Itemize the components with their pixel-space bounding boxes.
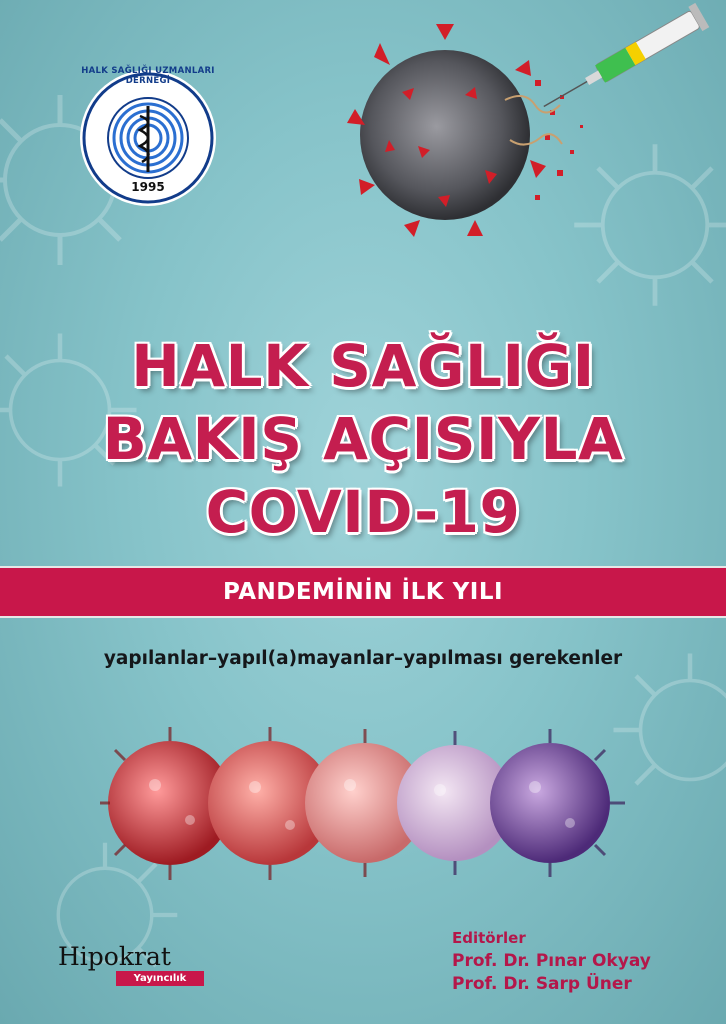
book-title-line-1: HALK SAĞLIĞI bbox=[131, 332, 595, 400]
logo-year: 1995 bbox=[131, 180, 165, 194]
book-title-line-2: BAKIŞ AÇISIYLA bbox=[102, 405, 624, 473]
editor-name: Prof. Dr. Pınar Okyay bbox=[452, 951, 651, 971]
title-band bbox=[0, 566, 726, 618]
virus-row-illustration-icon bbox=[100, 715, 640, 890]
book-title-line-3: COVID-19 bbox=[205, 478, 521, 546]
logo-ring-text: HALK SAĞLIĞI UZMANLARI DERNEĞİ bbox=[81, 66, 215, 86]
editor-name: Prof. Dr. Sarp Üner bbox=[452, 974, 632, 994]
syringe-icon bbox=[540, 0, 726, 110]
association-logo bbox=[78, 68, 218, 208]
editors-block bbox=[452, 927, 712, 996]
subtitle: yapılanlar–yapıl(a)mayanlar–yapılması gerekenler bbox=[103, 648, 623, 669]
publisher-sub: Yayıncılık bbox=[116, 971, 204, 986]
band-text: PANDEMİNİN İLK YILI bbox=[222, 579, 504, 605]
publisher-logo bbox=[58, 944, 208, 994]
publisher-name: Hipokrat bbox=[58, 942, 171, 971]
editors-label: Editörler bbox=[452, 929, 526, 947]
